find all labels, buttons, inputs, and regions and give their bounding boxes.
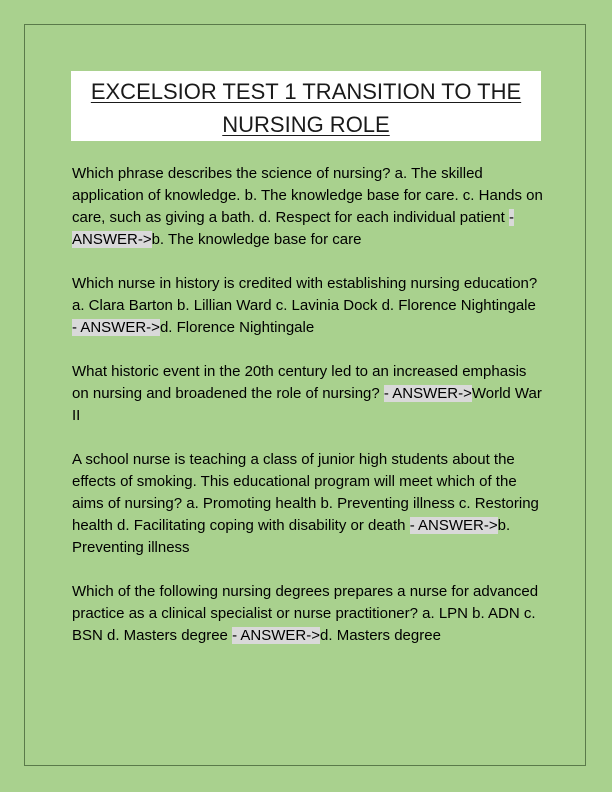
question-item [72,581,544,647]
answer-text: d. Florence Nightingale [159,319,315,336]
question-list [72,163,544,669]
answer-marker: - ANSWER-> [232,627,321,644]
question-text: Which nurse in history is credited with establishing nursing education? a. Clara Barton b. Lillian Ward c. Lavinia Dock d. Florence Nightingale [72,275,538,314]
document-title [71,71,541,141]
question-item [72,163,544,251]
question-text: What historic event in the 20th century led to an increased emphasis on nursing and broadened the role of nursing? [72,363,527,402]
answer-marker: - ANSWER-> [409,517,498,534]
answer-marker: - ANSWER-> [383,385,472,402]
title-line-1-text: EXCELSIOR TEST 1 TRANSITION TO THE [90,79,522,104]
title-line-2 [71,108,541,141]
title-line-1 [71,75,541,108]
question-item [72,361,544,427]
question-text: Which phrase describes the science of nursing? a. The skilled application of knowledge. b. The knowledge base for care. c. Hands on care, such as giving a bath. d. Respect for each individual patient [72,165,543,226]
answer-text: d. Masters degree [320,627,441,644]
question-item [72,273,544,339]
answer-text: b. Preventing illness [72,517,511,556]
answer-marker: - ANSWER-> [72,209,514,248]
question-text: A school nurse is teaching a class of junior high students about the effects of smoking. This educational program will meet which of the aims of nursing? a. Promoting health b. Preventing illness c. Restoring health d. Facilitating coping with disability or death [72,451,539,534]
question-item [72,449,544,559]
question-text: Which of the following nursing degrees prepares a nurse for advanced practice as a clinical specialist or nurse practitioner? a. LPN b. ADN c. BSN d. Masters degree [72,583,539,644]
title-line-2-text: NURSING ROLE [222,112,390,137]
answer-text: b. The knowledge base for care [151,231,362,248]
answer-text: World War II [72,385,542,424]
answer-marker: - ANSWER-> [72,319,160,336]
